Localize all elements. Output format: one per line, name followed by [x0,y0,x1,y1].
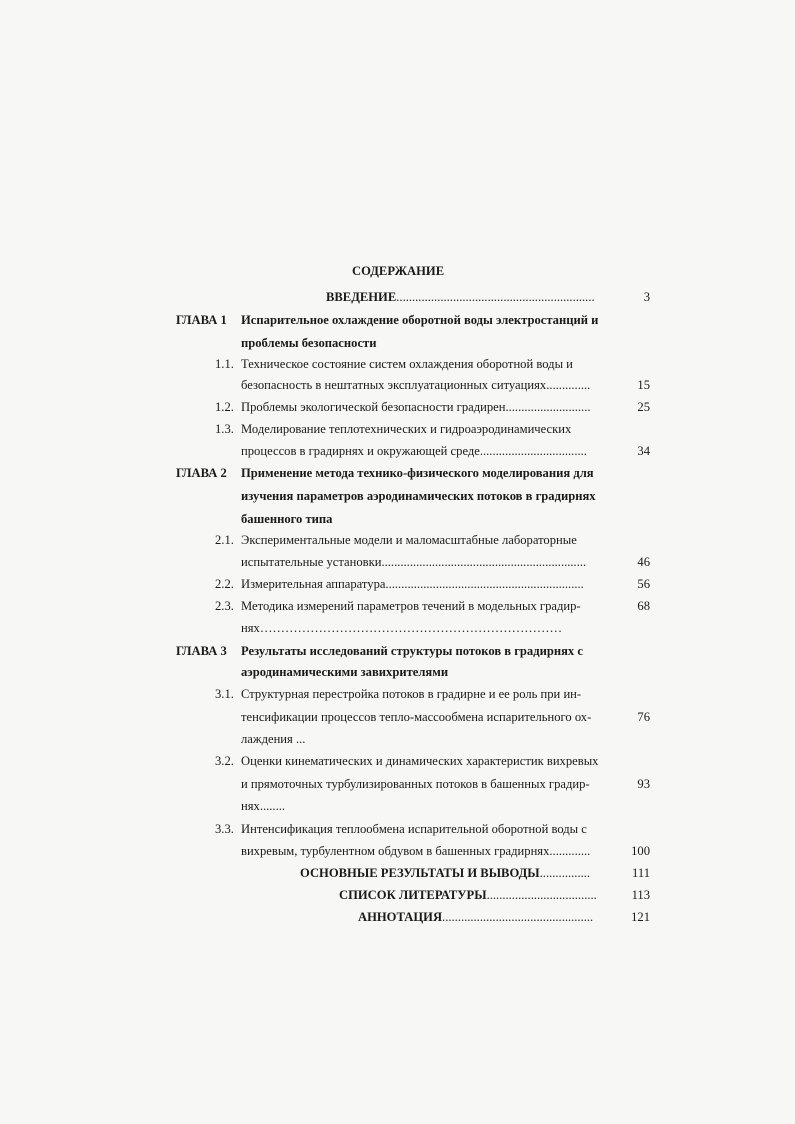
chapter-title: изучения параметров аэродинамических потоков в градирнях [241,489,596,503]
section-title: Оценки кинематических и динамических характеристик вихревых [241,754,599,768]
toc-page-number: 113 [631,888,650,902]
toc-intro [326,289,595,305]
section-title: и прямоточных турбулизированных потоков в башенных градир- [241,777,590,791]
chapter-title: Применение метода технико-физического моделирования для [241,466,594,480]
chapter-label: ГЛАВА 3 [176,644,227,658]
section-number: 2.1. [215,533,234,547]
chapter-title: аэродинамическими завихрителями [241,665,449,679]
section-number: 3.2. [215,754,234,768]
chapter-label: ГЛАВА 1 [176,313,227,327]
page-title: СОДЕРЖАНИЕ [352,264,445,278]
toc-page-number: 56 [637,577,650,591]
toc-page-number: 3 [643,290,650,304]
toc-annotation [358,909,593,925]
section-number: 2.2. [215,577,234,591]
section-title: Экспериментальные модели и маломасштабные лабораторные [241,533,577,547]
toc-page-number: 68 [637,599,650,613]
toc-page-number: 100 [631,844,650,858]
section-number: 1.1. [215,357,234,371]
section-number: 3.1. [215,687,234,701]
section-title: вихревым, турбулентном обдувом в башенных градирнях............. [241,844,591,858]
toc-page-number: 15 [637,378,650,392]
toc-page-number: 93 [637,777,650,791]
toc-references [339,887,597,903]
section-title: безопасность в нештатных эксплуатационных ситуациях.............. [241,378,591,392]
chapter-title: Результаты исследований структуры потоков в градирнях с [241,644,583,658]
section-title: нях........ [241,799,286,813]
section-title: Проблемы экологической безопасности градирен........................... [241,400,591,414]
section-title: процессов в градирнях и окружающей среде.................................. [241,444,587,458]
toc-dots: ................................................ [442,910,594,924]
section-title: Интенсификация теплообмена испарительной оборотной воды с [241,822,587,836]
section-title: испытательные установки................................................................. [241,555,587,569]
chapter-title: проблемы безопасности [241,336,377,350]
section-number: 3.3. [215,822,234,836]
toc-page-number: 25 [637,400,650,414]
toc-dots: ............................................................... [396,290,595,304]
section-title: Моделирование теплотехнических и гидроаэродинамических [241,422,572,436]
section-title: лаждения ... [241,732,306,746]
chapter-title: Испарительное охлаждение оборотной воды электростанций и [241,313,599,327]
toc-page-number: 111 [632,866,650,880]
chapter-label: ГЛАВА 2 [176,466,227,480]
toc-dots: ................................... [486,888,597,902]
toc-dots: ................ [539,866,591,880]
toc-references-label: СПИСОК ЛИТЕРАТУРЫ [339,888,487,902]
section-number: 1.2. [215,400,234,414]
toc-page-number: 121 [631,910,650,924]
toc-results [300,865,590,881]
section-number: 2.3. [215,599,234,613]
section-title: Структурная перестройка потоков в градирне и ее роль при ин- [241,687,582,701]
toc-page-number: 76 [637,710,650,724]
section-title: Техническое состояние систем охлаждения оборотной воды и [241,357,573,371]
section-number: 1.3. [215,422,234,436]
section-title: Методика измерений параметров течений в модельных градир- [241,599,581,613]
toc-results-label: ОСНОВНЫЕ РЕЗУЛЬТАТЫ И ВЫВОДЫ [300,866,540,880]
chapter-title: башенного типа [241,512,333,526]
toc-page-number: 34 [637,444,650,458]
toc-intro-label: ВВЕДЕНИЕ [326,290,397,304]
toc-annotation-label: АННОТАЦИЯ [358,910,443,924]
section-title: нях……………………………………………………………… [241,621,563,635]
toc-page-number: 46 [637,555,650,569]
section-title: тенсификации процессов тепло-массообмена испарительного ох- [241,710,592,724]
section-title: Измерительная аппаратура............................................................... [241,577,584,591]
